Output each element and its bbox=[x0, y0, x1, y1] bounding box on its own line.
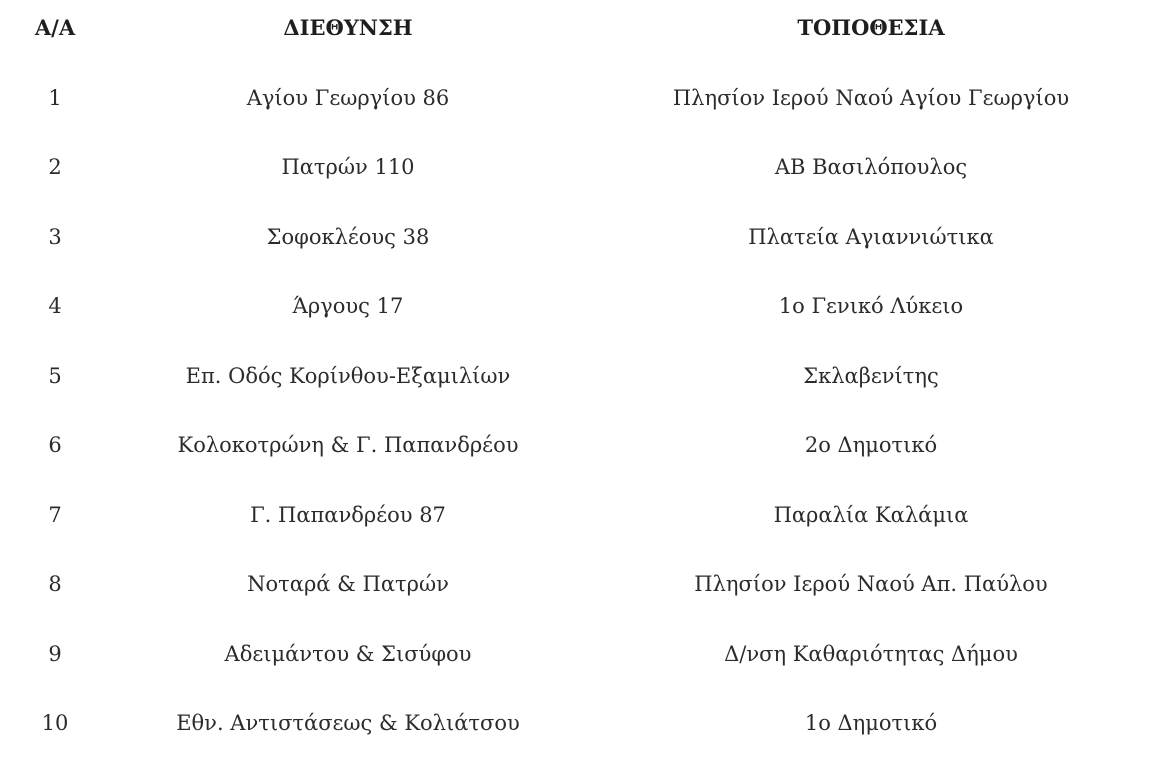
row-location: 1ο Γενικό Λύκειο bbox=[778, 294, 964, 318]
table-row bbox=[0, 217, 1155, 257]
table-row bbox=[0, 495, 1155, 535]
header-address: ΔΙΕΘΥΝΣΗ bbox=[283, 15, 413, 40]
row-location: Παραλία Καλάμια bbox=[773, 503, 969, 527]
table-row bbox=[0, 564, 1155, 604]
row-location: ΑΒ Βασιλόπουλος bbox=[774, 155, 968, 179]
row-number: 7 bbox=[48, 503, 62, 527]
row-number: 4 bbox=[48, 294, 62, 318]
row-number: 6 bbox=[48, 433, 62, 457]
table-row bbox=[0, 634, 1155, 674]
header-location: ΤΟΠΟΘΕΣΙΑ bbox=[797, 15, 945, 40]
row-number: 1 bbox=[48, 86, 62, 110]
row-address: Άργους 17 bbox=[292, 294, 404, 318]
row-number: 10 bbox=[41, 711, 69, 735]
row-address: Κολοκοτρώνη & Γ. Παπανδρέου bbox=[177, 433, 519, 457]
row-number: 5 bbox=[48, 364, 62, 388]
row-address: Γ. Παπανδρέου 87 bbox=[250, 503, 446, 527]
row-address: Επ. Οδός Κορίνθου-Εξαμιλίων bbox=[185, 364, 511, 388]
row-location: Πλησίον Ιερού Ναού Απ. Παύλου bbox=[694, 572, 1048, 596]
table-header-row bbox=[0, 8, 1155, 48]
row-number: 9 bbox=[48, 642, 62, 666]
row-address: Αγίου Γεωργίου 86 bbox=[246, 86, 450, 110]
row-location: Δ/νση Καθαριότητας Δήμου bbox=[724, 642, 1018, 666]
row-number: 2 bbox=[48, 155, 62, 179]
row-location: Πλησίον Ιερού Ναού Αγίου Γεωργίου bbox=[672, 86, 1070, 110]
table-row bbox=[0, 78, 1155, 118]
row-address: Εθν. Αντιστάσεως & Κολιάτσου bbox=[176, 711, 520, 735]
table-row bbox=[0, 286, 1155, 326]
table-row bbox=[0, 425, 1155, 465]
table-row bbox=[0, 703, 1155, 743]
table-row bbox=[0, 356, 1155, 396]
header-number: Α/Α bbox=[34, 15, 76, 40]
row-location: 2ο Δημοτικό bbox=[804, 433, 938, 457]
row-address: Πατρών 110 bbox=[281, 155, 415, 179]
row-address: Σοφοκλέους 38 bbox=[266, 225, 430, 249]
row-location: Σκλαβενίτης bbox=[803, 364, 939, 388]
row-address: Αδειμάντου & Σισύφου bbox=[224, 642, 472, 666]
row-address: Νοταρά & Πατρών bbox=[247, 572, 449, 596]
row-location: Πλατεία Αγιαννιώτικα bbox=[748, 225, 994, 249]
row-number: 3 bbox=[48, 225, 62, 249]
row-number: 8 bbox=[48, 572, 62, 596]
table-row bbox=[0, 147, 1155, 187]
row-location: 1ο Δημοτικό bbox=[804, 711, 938, 735]
